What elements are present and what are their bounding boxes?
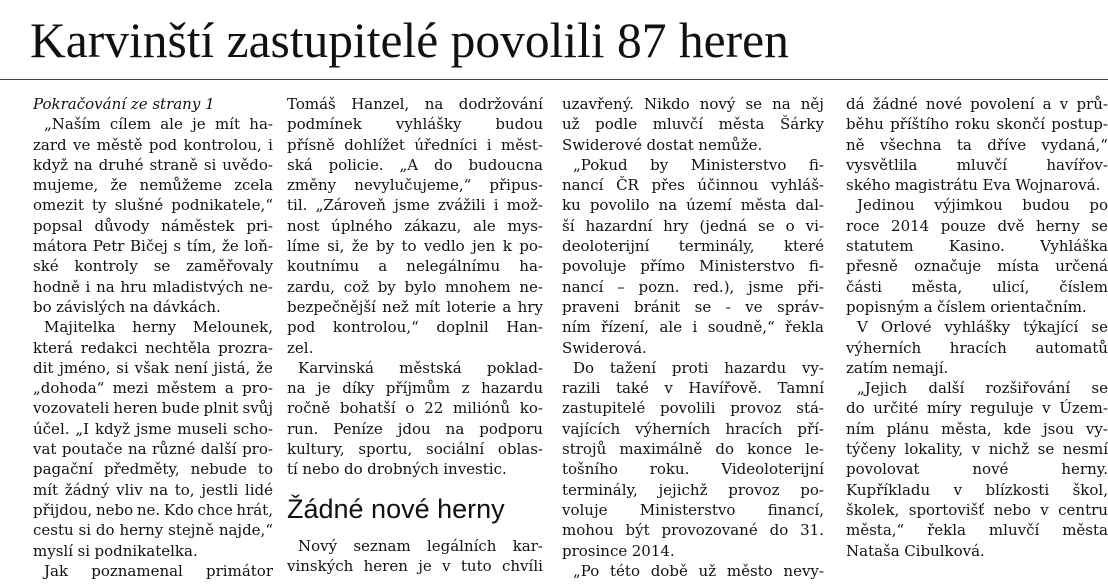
text-line: už podle mluvčí města Šárky [562, 115, 824, 134]
text-line: zel. [287, 338, 314, 357]
text-line: voluje Ministerstvo financí, [562, 500, 824, 519]
text-line: tí nebo do drobných investic. [287, 460, 507, 479]
text-line: Tomáš Hanzel, na dodržování [287, 95, 543, 113]
column-1 [33, 94, 273, 587]
text-line: „Jejich další rozšiřování se [857, 379, 1108, 398]
text-line: školek, sportovišť nebo v centru [846, 500, 1108, 519]
text-line: přesně označuje místa určená [846, 257, 1108, 276]
text-line: „dohoda“ mezi městem a pro- [33, 379, 273, 398]
text-line: části města, ulicí, číslem [846, 277, 1108, 296]
text-line: ročně bohatší o 22 miliónů ko- [287, 399, 543, 418]
text-line: mujeme, že nemůžeme zcela [33, 176, 273, 195]
text-line: která redakci nechtěla prozra- [33, 338, 273, 357]
text-line: týčeny lokality, v nichž se nesmí [846, 440, 1108, 459]
text-line: zardu, což by bylo mnohem ne- [287, 277, 543, 296]
text-line: strojů maximálně do konce le- [562, 440, 824, 459]
text-line: omezit ty slušné podnikatele,“ [33, 196, 273, 215]
text-line: run. Peníze jdou na podporu [287, 419, 543, 438]
text-line: ním plánu města, kde jsou vy- [846, 419, 1108, 438]
text-line: běhu příštího roku skončí postup- [846, 115, 1108, 134]
text-line: ním řízení, ale i soudně,“ řekla [562, 318, 824, 337]
text-line: Majitelka herny Melounek, [44, 318, 273, 337]
column-4 [846, 94, 1108, 587]
text-line: myslí si podnikatelka. [33, 541, 198, 560]
text-line: nancí ČR přes účinnou vyhláš- [562, 176, 824, 195]
text-line: když na druhé straně si uvědo- [33, 155, 273, 174]
text-line: kultury, sportu, sociální oblas- [287, 440, 543, 459]
subheading: Žádné nové herny [287, 493, 505, 524]
text-line: Jak poznamenal primátor [44, 561, 273, 580]
text-line: do určité míry reguluje v Územ- [846, 399, 1108, 418]
text-line: změny nevylučujeme,“ připus- [287, 176, 543, 195]
text-line: koutnímu a nelegálnímu ha- [287, 257, 543, 276]
text-line: V Orlové vyhlášky týkající se [857, 318, 1108, 337]
text-line: vajících výherních hracích pří- [562, 419, 824, 438]
text-line: razili také v Havířově. Tamní [562, 379, 824, 398]
text-line: ší hazardní hry (jedná se o vi- [562, 216, 824, 235]
text-line: ského magistrátu Eva Wojnarová. [846, 176, 1101, 195]
text-line: zastupitelé povolili provoz stá- [562, 399, 824, 418]
text-line: roce 2014 pouze dvě herny se [846, 216, 1108, 235]
text-line: hodně i na hru mladistvých ne- [33, 277, 273, 296]
text-line: „Naším cílem ale je mít ha- [44, 115, 273, 134]
text-line: povoluje přímo Ministerstvo fi- [562, 257, 824, 276]
text-line: popsal důvody náměstek pri- [33, 216, 273, 235]
text-line: povolovat nové herny. [846, 460, 1108, 479]
text-line: Nový seznam legálních kar- [298, 536, 543, 555]
text-line: ská policie. „A do budoucna [287, 155, 543, 174]
text-line: bo závislých na dávkách. [33, 297, 221, 316]
continuation-note: Pokračování ze strany 1 [33, 95, 215, 113]
text-line: uzavřený. Nikdo nový se na něj [562, 95, 824, 113]
text-line: ské kontroly se zaměřovaly [33, 257, 273, 276]
text-line: cestu si do herny stejně najde,“ [33, 521, 273, 540]
text-line: dit jméno, si však není jistá, že [33, 358, 273, 377]
text-line: podmínek vyhlášky budou [287, 115, 543, 134]
text-line: nancí – pozn. red.), jsme při- [562, 277, 824, 296]
text-line: vozovateli heren bude plnit svůj [33, 399, 273, 418]
text-line: zard ve městě pod kontrolou, i [33, 135, 273, 154]
text-line: účel. „I když jsme museli scho- [33, 419, 273, 438]
text-line: terminály, jejichž provoz po- [562, 480, 824, 499]
text-line: ku povolilo na území města dal- [562, 196, 824, 215]
text-line: přijdou, nebo ne. Kdo chce hrát, [33, 500, 273, 519]
text-line: pagační předměty, nebude to [33, 460, 273, 479]
text-line: statutem Kasino. Vyhláška [846, 237, 1108, 256]
text-line: Swiderové dostat nemůže. [562, 135, 763, 154]
text-line: „Pokud by Ministerstvo fi- [573, 155, 824, 174]
text-line: vinských heren je v tuto chvíli [287, 556, 543, 575]
text-line: Nataša Cibulková. [846, 541, 985, 560]
text-line: mátora Petr Bičej s tím, že loň- [33, 237, 273, 256]
text-line: Jedinou výjimkou budou po [857, 196, 1108, 215]
text-line: zatím nemají. [846, 358, 949, 377]
text-line: města,“ řekla mluvčí města [846, 521, 1108, 540]
text-line: nost úplného zákazu, ale mys- [287, 216, 543, 235]
text-line: prosince 2014. [562, 541, 675, 560]
column-3 [562, 94, 824, 587]
headline-rule [0, 79, 1108, 80]
headline: Karvinští zastupitelé povolili 87 heren [30, 12, 789, 68]
text-line: Swiderová. [562, 338, 647, 357]
text-line: deoloterijní terminály, které [562, 237, 824, 256]
text-line: výherních hracích automatů [846, 338, 1108, 357]
text-line: na je díky příjmům z hazardu [287, 379, 543, 398]
text-line: popisným a číslem orientačním. [846, 297, 1087, 316]
text-line: vysvětlila mluvčí havířov- [846, 155, 1108, 174]
text-line: dá žádné nové povolení a v prů- [846, 95, 1108, 113]
text-line: Do tažení proti hazardu vy- [573, 358, 824, 377]
text-line: mít žádný vliv na to, jestli lidé [33, 480, 273, 499]
text-line: praveni bránit se - ve správ- [562, 297, 824, 316]
text-line: tošního roku. Videoloterijní [562, 460, 824, 479]
text-line: líme si, že by to vedlo jen k po- [287, 237, 543, 256]
column-2 [287, 94, 543, 587]
text-line: „Po této době už město nevy- [573, 561, 824, 580]
text-line: til. „Zároveň jsme zvážili i mož- [287, 196, 543, 215]
text-line: mohou být provozované do 31. [562, 521, 824, 540]
text-line: Kupříkladu v blízkosti škol, [846, 480, 1108, 499]
text-line: ně všechna ta dříve vydaná,“ [846, 135, 1108, 154]
text-line: pod kontrolou,“ doplnil Han- [287, 318, 543, 337]
text-line: bezpečnější než mít loterie a hry [287, 297, 543, 316]
text-line: přísně dohlížet úředníci i měst- [287, 135, 543, 154]
text-line: Karvinská městská poklad- [298, 358, 543, 377]
text-line: vat poutače na různé další pro- [33, 440, 273, 459]
